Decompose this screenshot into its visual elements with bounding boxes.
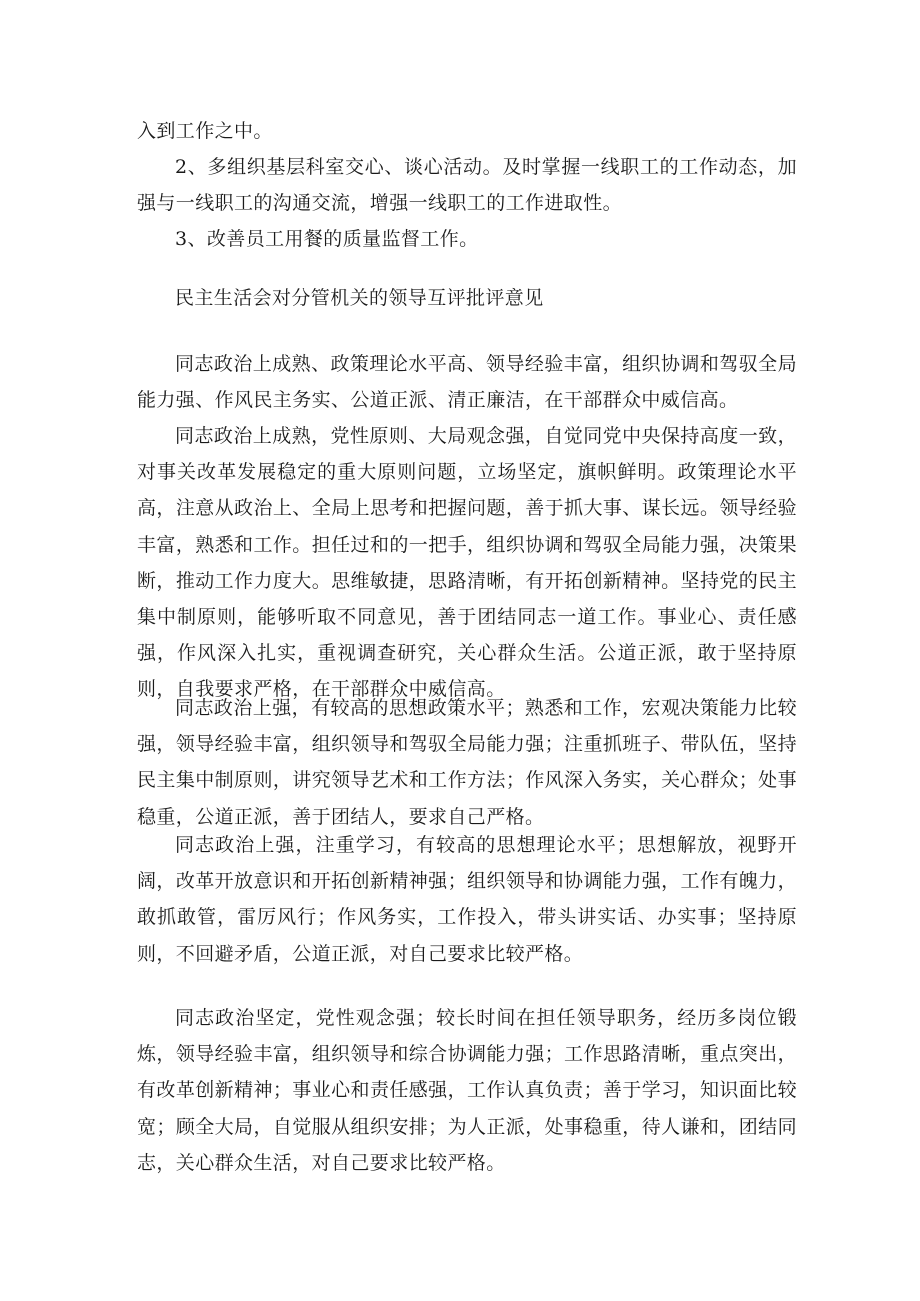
paragraph-2: 同志政治上成熟，党性原则、大局观念强，自觉同党中央保持高度一致，对事关改革发展稳定的重大原则问题，立场坚定，旗帜鲜明。政策理论水平高，注意从政治上、全局上思考和把握问题，善于抓大事、谋长远。领导经验丰富，熟悉和工作。担任过和的一把手，组织协调和驾驭全局能力强，决策果断，推动工作力度大。思维敏捷，思路清晰，有开拓创新精神。坚持党的民主集中制原则，能够听取不同意见，善于团结同志一道工作。事业心、责任感强，作风深入扎实，重视调查研究，关心群众生活。公道正派，敢于坚持原则，自我要求严格，在干部群众中威信高。 [137,425,797,701]
paragraph-3: 同志政治上强，有较高的思想政策水平；熟悉和工作，宏观决策能力比较强，领导经验丰富，组织领导和驾驭全局能力强；注重抓班子、带队伍，坚持民主集中制原则，讲究领导艺术和工作方法；作风深入务实，关心群众；处事稳重，公道正派，善于团结人，要求自己严格。 [137,697,797,828]
point-2: 2、多组织基层科室交心、谈心活动。及时掌握一线职工的工作动态，加强与一线职工的沟通交流，增强一线职工的工作进取性。 [137,156,797,215]
paragraph-4: 同志政治上强，注重学习，有较高的思想理论水平；思想解放，视野开阔，改革开放意识和开拓创新精神强；组织领导和协调能力强，工作有魄力，敢抓敢管，雷厉风行；作风务实，工作投入，带头讲实话、办实事；坚持原则，不回避矛盾，公道正派，对自己要求比较严格。 [137,834,797,965]
intro-fragment: 入到工作之中。 [137,120,273,142]
section-title: 民主生活会对分管机关的领导互评批评意见 [175,287,544,309]
point-3: 3、改善员工用餐的质量监督工作。 [175,228,479,250]
paragraph-5: 同志政治坚定，党性观念强；较长时间在担任领导职务，经历多岗位锻炼，领导经验丰富，组织领导和综合协调能力强；工作思路清晰，重点突出，有改革创新精神；事业心和责任感强，工作认真负责；善于学习，知识面比较宽；顾全大局，自觉服从组织安排；为人正派，处事稳重，待人谦和，团结同志，关心群众生活，对自己要求比较严格。 [137,1007,797,1174]
paragraph-1: 同志政治上成熟、政策理论水平高、领导经验丰富，组织协调和驾驭全局能力强、作风民主务实、公道正派、清正廉洁，在干部群众中威信高。 [137,353,797,412]
